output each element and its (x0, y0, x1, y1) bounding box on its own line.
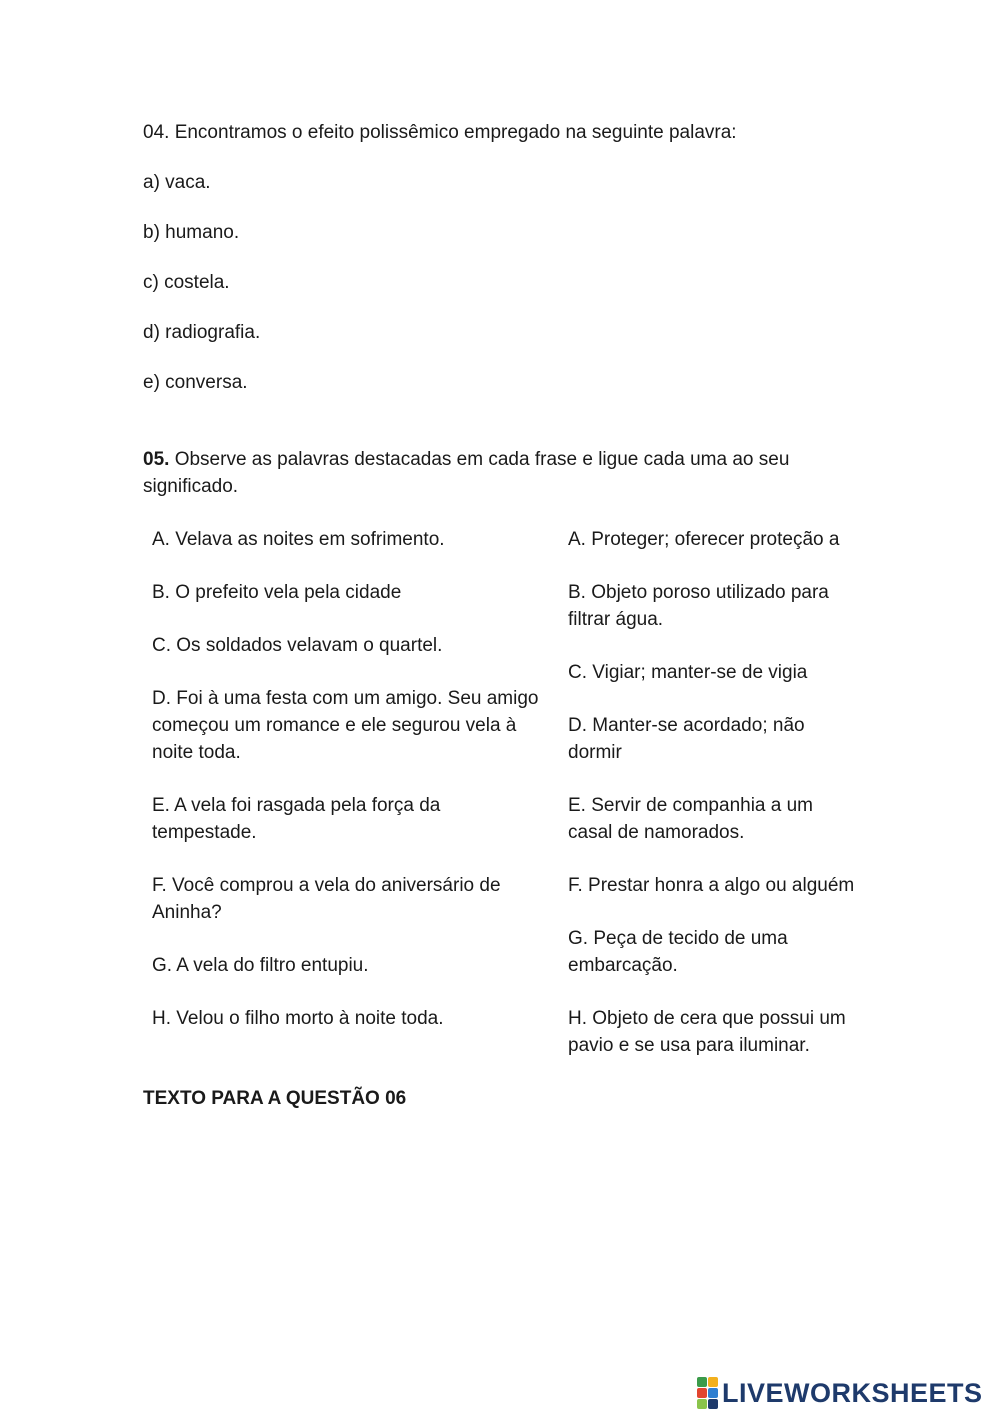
q05-left-item-d[interactable]: D. Foi à uma festa com um amigo. Seu amigo começou um romance e ele segurou vela à noite toda. (152, 688, 539, 763)
liveworksheets-logo-text: LIVEWORKSHEETS (722, 1377, 983, 1408)
q05-left-item-b[interactable]: B. O prefeito vela pela cidade (152, 582, 402, 603)
q04-option-d: d) radiografia. (143, 322, 261, 343)
q04-option-b: b) humano. (143, 222, 240, 243)
q05-question-text: Observe as palavras destacadas em cada frase e ligue cada uma ao seu significado. (143, 449, 790, 497)
q05-left-item-h[interactable]: H. Velou o filho morto à noite toda. (152, 1008, 444, 1029)
liveworksheets-logo-icon (697, 1377, 718, 1409)
q05-right-item-h[interactable]: H. Objeto de cera que possui um pavio e se usa para iluminar. (568, 1008, 846, 1056)
q05-left-item-g[interactable]: G. A vela do filtro entupiu. (152, 955, 369, 976)
q05-right-item-b[interactable]: B. Objeto poroso utilizado para filtrar água. (568, 582, 829, 630)
q05-right-item-d[interactable]: D. Manter-se acordado; não dormir (568, 715, 805, 763)
liveworksheets-logo (697, 1378, 983, 1408)
q05-right-item-f[interactable]: F. Prestar honra a algo ou alguém (568, 875, 855, 896)
q05-question (143, 446, 833, 500)
q04-option-a: a) vaca. (143, 172, 211, 193)
q05-left-item-f[interactable]: F. Você comprou a vela do aniversário de Aninha? (152, 875, 501, 923)
q05-right-item-a[interactable]: A. Proteger; oferecer proteção a (568, 529, 840, 550)
q05-right-item-c[interactable]: C. Vigiar; manter-se de vigia (568, 662, 808, 683)
q06-heading: TEXTO PARA A QUESTÃO 06 (143, 1088, 407, 1109)
q05-right-item-g[interactable]: G. Peça de tecido de uma embarcação. (568, 928, 788, 976)
q05-left-item-a[interactable]: A. Velava as noites em sofrimento. (152, 529, 445, 550)
q04-option-e: e) conversa. (143, 372, 248, 393)
q05-left-item-e[interactable]: E. A vela foi rasgada pela força da tempestade. (152, 795, 441, 843)
q05-number: 05. (143, 449, 170, 470)
q05-left-item-c[interactable]: C. Os soldados velavam o quartel. (152, 635, 443, 656)
q05-right-item-e[interactable]: E. Servir de companhia a um casal de namorados. (568, 795, 814, 843)
q04-option-c: c) costela. (143, 272, 230, 293)
q04-question: 04. Encontramos o efeito polissêmico empregado na seguinte palavra: (143, 122, 737, 143)
